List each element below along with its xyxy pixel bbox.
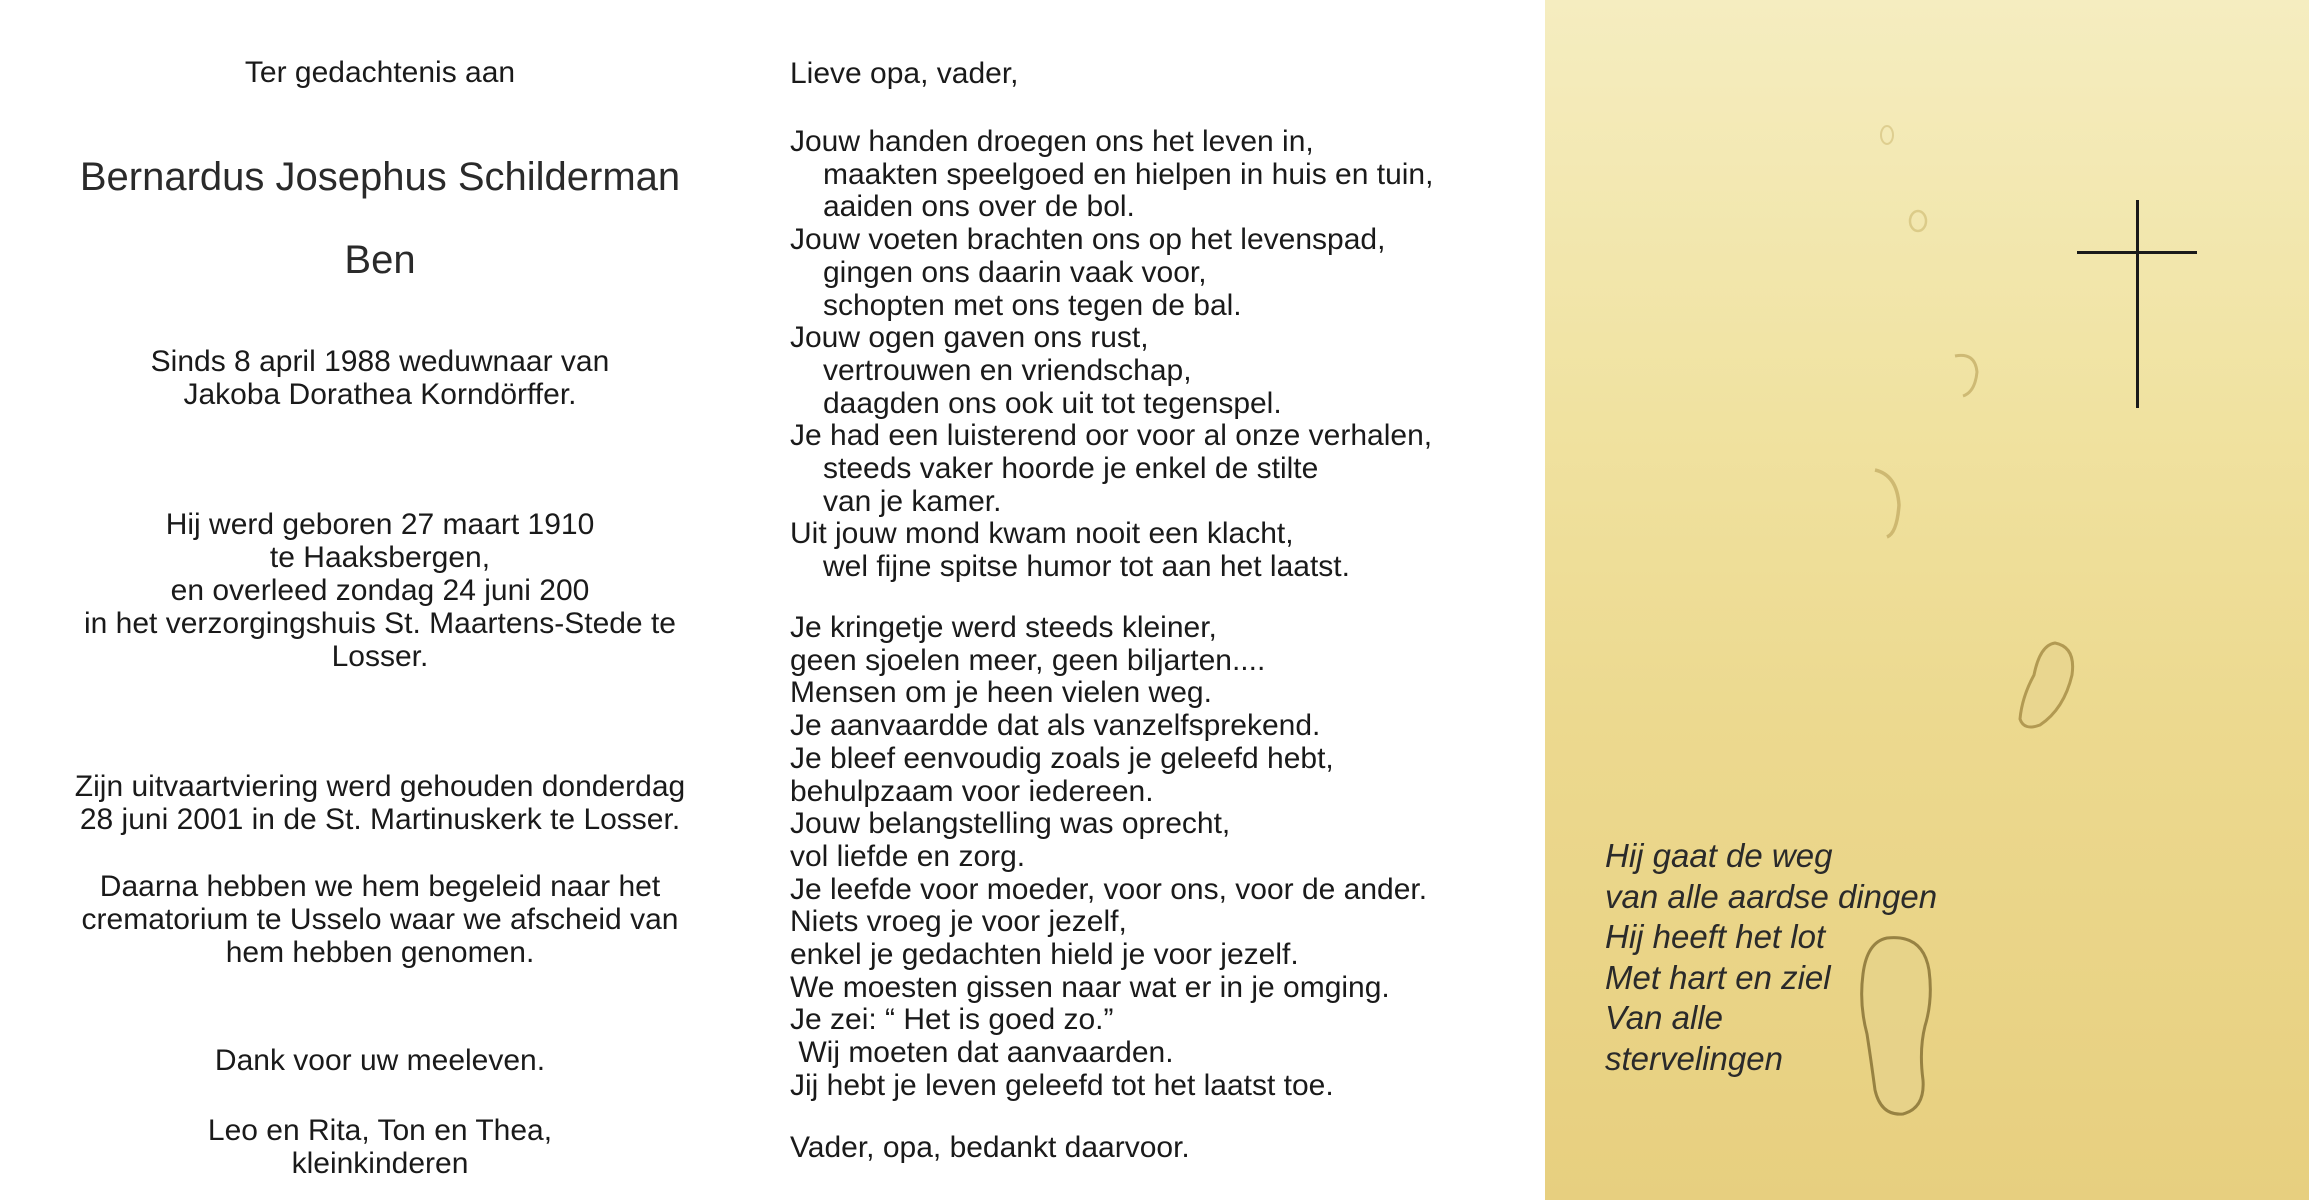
- funeral-notice: [0, 770, 760, 836]
- poem-stanza-1: [790, 126, 1433, 584]
- verse: [1605, 836, 1937, 1079]
- footprint-icon: [1945, 350, 1985, 400]
- poem-closing: Vader, opa, bedankt daarvoor.: [790, 1131, 1190, 1164]
- text-line: crematorium te Usselo waar we afscheid van: [81, 903, 679, 936]
- footprint-icon: [1905, 205, 1931, 237]
- text-line: hem hebben genomen.: [225, 936, 535, 969]
- poem-line: Wij moeten dat aanvaarden.: [790, 1036, 1174, 1070]
- poem-line: wel fijne spitse humor tot aan het laatst.: [823, 550, 1350, 584]
- text-line: kleinkinderen: [291, 1147, 469, 1180]
- verse-line: Hij heeft het lot: [1605, 918, 1826, 955]
- poem-line: We moesten gissen naar wat er in je omging.: [790, 970, 1390, 1004]
- deceased-name: Bernardus Josephus Schilderman: [79, 155, 681, 199]
- verse-line: stervelingen: [1605, 1039, 1783, 1077]
- signatories: [0, 1114, 760, 1180]
- poem-column: [790, 0, 1530, 1200]
- poem-line: vol liefde en zorg.: [790, 839, 1026, 873]
- poem-line: behulpzaam voor iedereen.: [790, 774, 1154, 808]
- poem-line: steeds vaker hoorde je enkel de stilte: [823, 452, 1319, 486]
- verse-line: Van alle: [1605, 999, 1724, 1036]
- poem-line: Jouw voeten brachten ons op het levenspad,: [790, 223, 1386, 257]
- text-line: Daarna hebben we hem begeleid naar het: [99, 870, 661, 903]
- verse-line: Met hart en ziel: [1605, 958, 1831, 996]
- widower-notice: [0, 345, 760, 411]
- poem-line: Je leefde voor moeder, voor ons, voor de ander.: [790, 872, 1428, 906]
- thanks-message: Dank voor uw meeleven.: [214, 1044, 546, 1077]
- poem-line: gingen ons daarin vaak voor,: [823, 255, 1207, 289]
- text-line: Zijn uitvaartviering werd gehouden donderdag: [74, 770, 686, 803]
- text-line: Leo en Rita, Ton en Thea,: [207, 1114, 553, 1147]
- poem-line: Jij hebt je leven geleefd tot het laatst toe.: [790, 1068, 1334, 1102]
- footprint-icon: [1865, 465, 1910, 540]
- poem-line: Je zei: “ Het is goed zo.”: [790, 1003, 1114, 1037]
- memorial-intro: Ter gedachtenis aan: [244, 56, 516, 89]
- poem-line: van je kamer.: [823, 484, 1002, 518]
- text-line: in het verzorgingshuis St. Maartens-Stede te: [84, 607, 676, 640]
- sand-image-panel: [1545, 0, 2309, 1200]
- verse-line: Hij gaat de weg: [1605, 837, 1833, 874]
- poem-line: schopten met ons tegen de bal.: [823, 288, 1242, 322]
- text-line: te Haaksbergen,: [269, 541, 491, 574]
- poem-line: enkel je gedachten hield je voor jezelf.: [790, 938, 1299, 972]
- text-line: en overleed zondag 24 juni 200: [170, 574, 590, 607]
- cremation-notice: [0, 870, 760, 969]
- poem-line: Jouw ogen gaven ons rust,: [790, 321, 1149, 355]
- poem-line: Jouw belangstelling was oprecht,: [790, 807, 1231, 841]
- poem-line: daagden ons ook uit tot tegenspel.: [823, 386, 1282, 420]
- text-line: Jakoba Dorathea Korndörffer.: [183, 378, 577, 411]
- poem-line: vertrouwen en vriendschap,: [823, 353, 1192, 387]
- poem-line: maakten speelgoed en hielpen in huis en tuin,: [823, 157, 1434, 191]
- poem-line: Je kringetje werd steeds kleiner,: [790, 611, 1217, 644]
- poem-line: Je aanvaardde dat als vanzelfsprekend.: [790, 709, 1321, 743]
- nickname: Ben: [344, 238, 416, 282]
- birth-death-notice: [0, 508, 760, 673]
- text-line: Hij werd geboren 27 maart 1910: [165, 508, 595, 541]
- poem-stanza-2: [790, 612, 1427, 1103]
- poem-salutation: Lieve opa, vader,: [790, 57, 1019, 90]
- left-column: [0, 0, 760, 1200]
- footprint-icon: [2000, 635, 2085, 735]
- poem-line: Je had een luisterend oor voor al onze verhalen,: [790, 419, 1433, 453]
- poem-line: Je bleef eenvoudig zoals je geleefd hebt,: [790, 741, 1334, 775]
- poem-line: geen sjoelen meer, geen biljarten....: [790, 643, 1266, 677]
- poem-line: aaiden ons over de bol.: [823, 190, 1135, 224]
- text-line: Sinds 8 april 1988 weduwnaar van: [150, 345, 610, 378]
- poem-line: Niets vroeg je voor jezelf,: [790, 905, 1127, 939]
- text-line: 28 juni 2001 in de St. Martinuskerk te Losser.: [79, 803, 681, 836]
- cross-icon: [2077, 200, 2197, 408]
- text-line: Losser.: [331, 640, 429, 673]
- verse-line: van alle aardse dingen: [1605, 877, 1938, 915]
- poem-line: Mensen om je heen vielen weg.: [790, 676, 1212, 710]
- poem-line: Uit jouw mond kwam nooit een klacht,: [790, 517, 1294, 551]
- poem-line: Jouw handen droegen ons het leven in,: [790, 125, 1314, 158]
- footprint-icon: [1875, 120, 1899, 150]
